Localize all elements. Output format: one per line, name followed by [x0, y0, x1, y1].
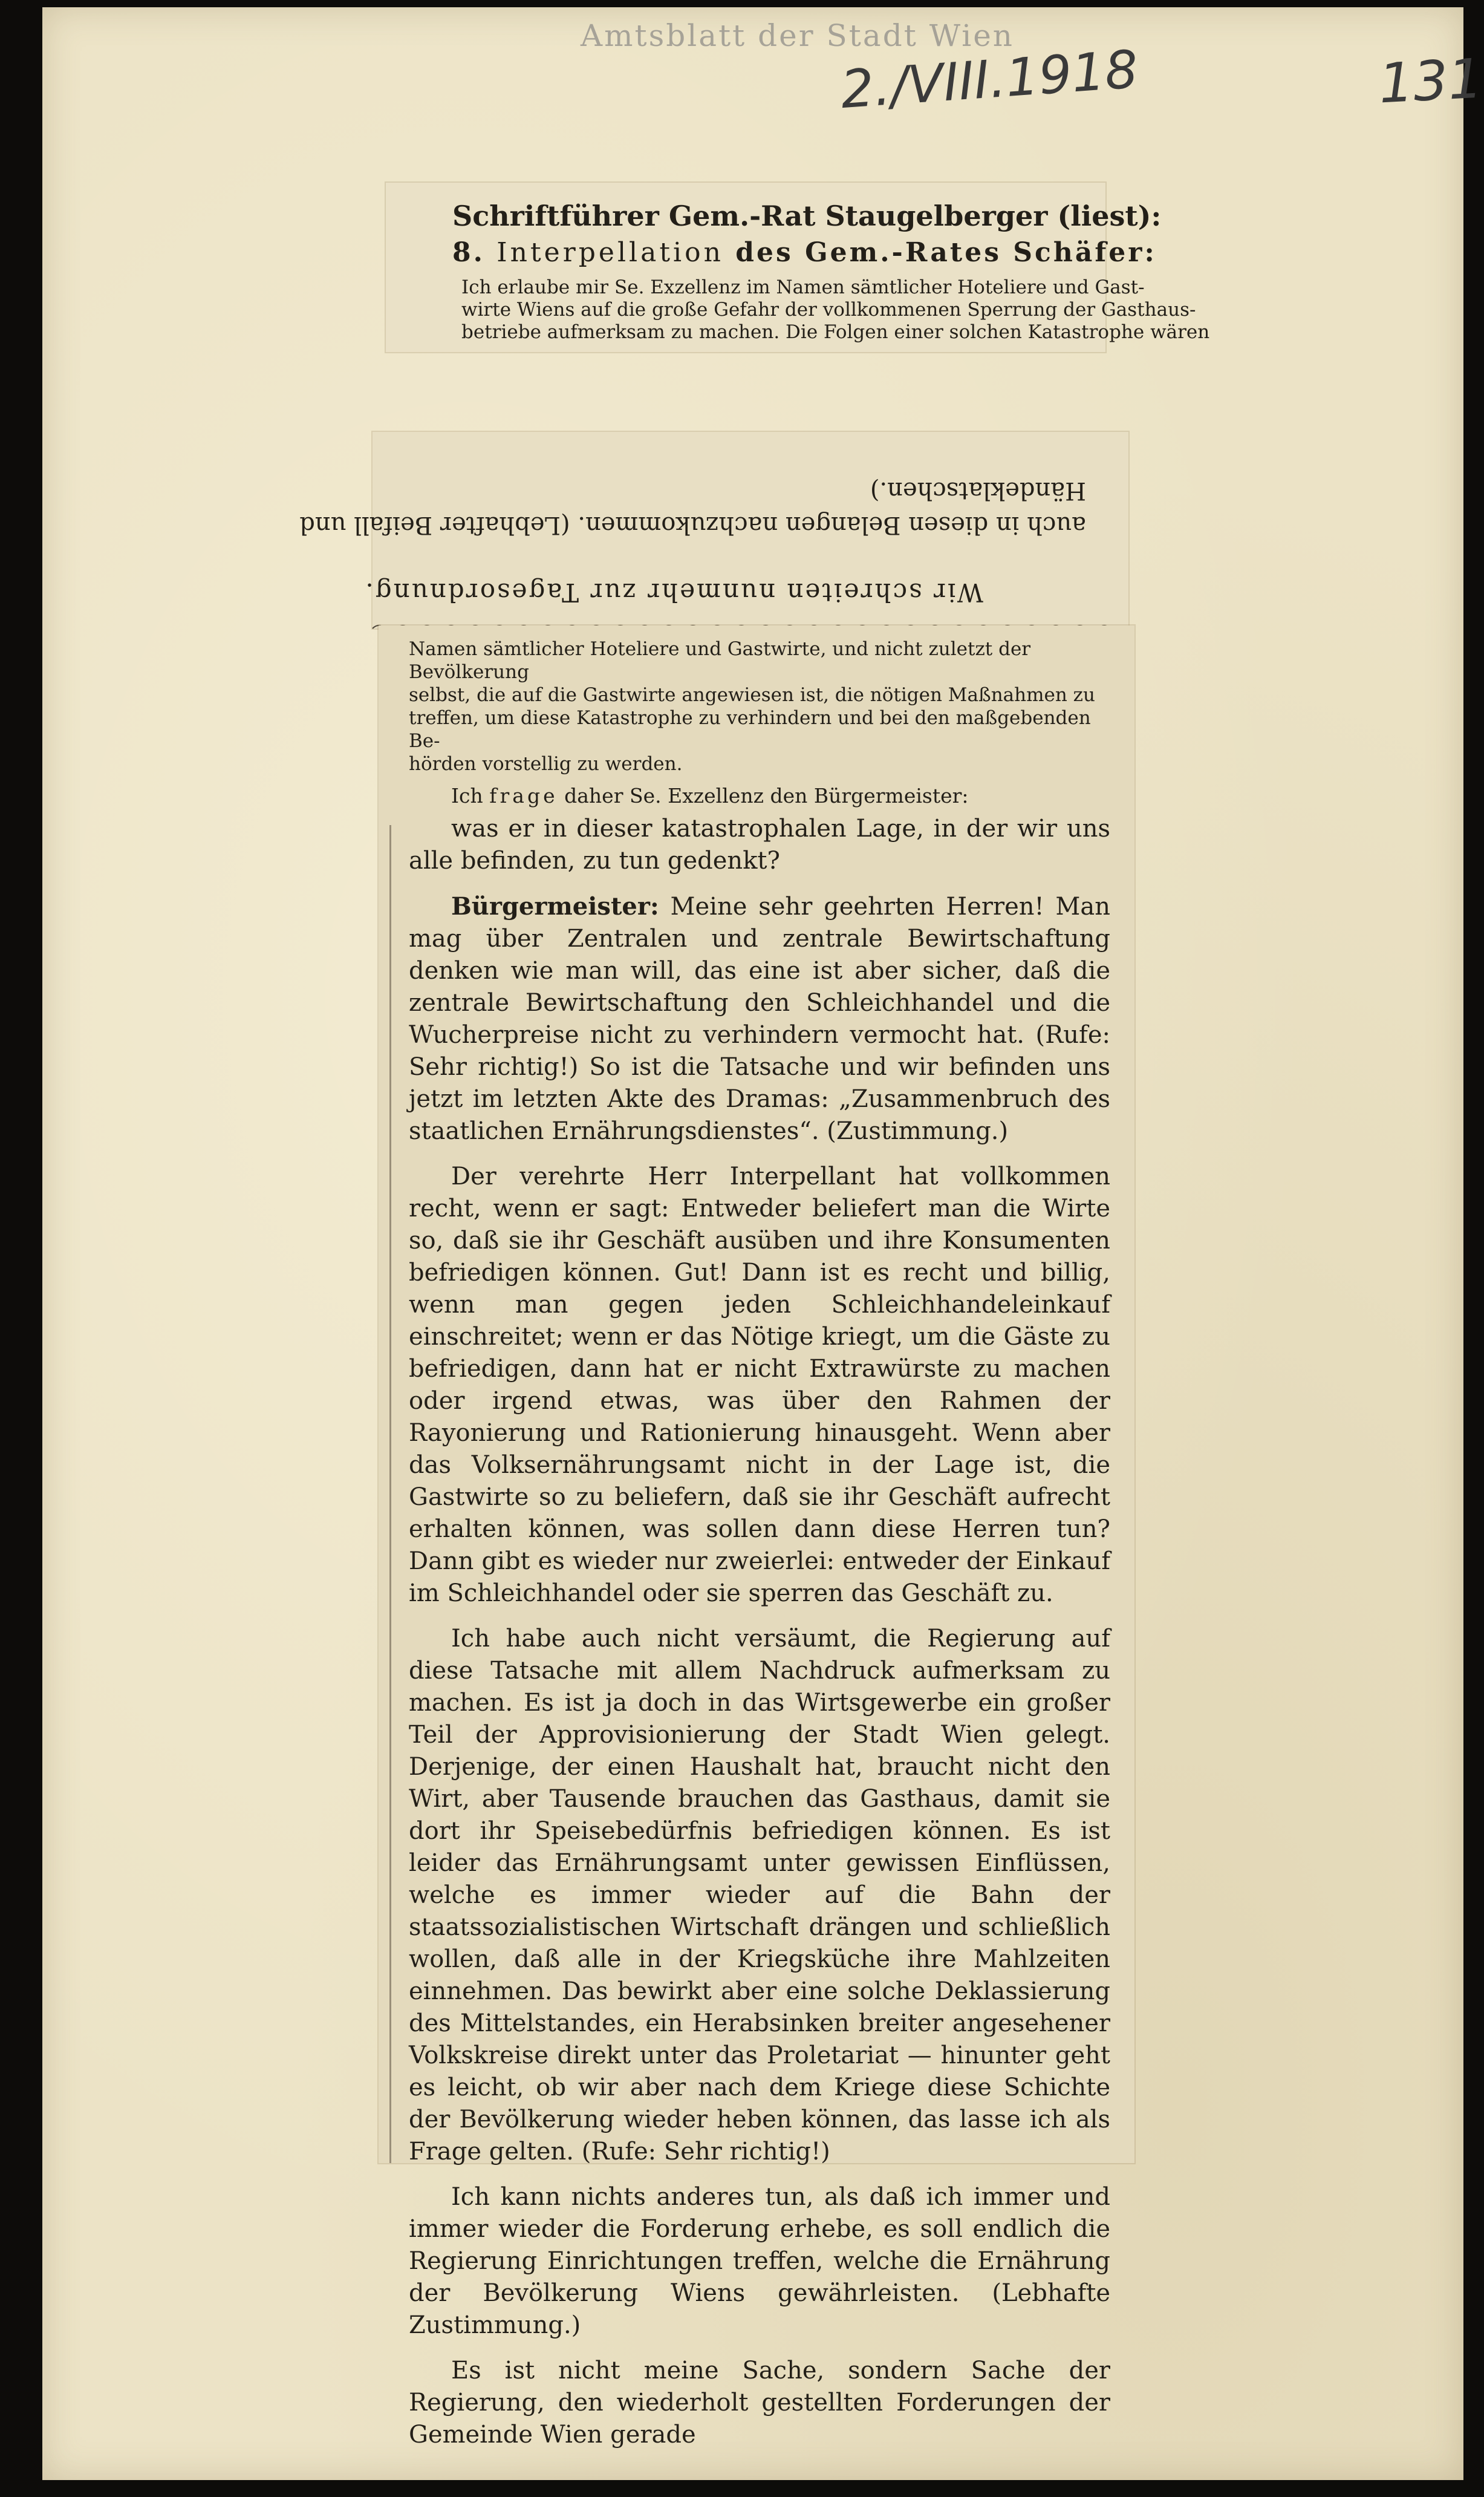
- speech-paragraph: Ich habe auch nicht versäumt, die Regierung auf diese Tatsache mit allem Nachdruck aufmerksam zu machen. Es ist ja doch in das Wirtsgewerbe ein großer Teil der Approvisionierung der Stadt Wien gelegt. Derjenige, der einen Haushalt hat, braucht nicht den Wirt, aber Tausende brauchen das Gasthaus, damit sie dort ihr Speisebedürfnis befriedigen können. Es ist leider das Ernährungsamt unter gewissen Einflüssen, welche es immer wieder auf die Bahn der staatssozialistischen Wirtschaft drängen und schließlich wollen, daß alle in der Kriegsküche ihre Mahlzeiten einnehmen. Das bewirkt aber eine solche Deklassierung des Mittelstandes, ein Herabsinken breiter angesehener Volkskreise direkt unter das Proletariat — hinunter geht es leicht, ob wir aber nach dem Kriege diese Schichte der Bevölkerung wieder heben können, das lasse ich als Frage gelten. (Rufe: Sehr richtig!): [409, 1625, 1110, 2166]
- question-text: was er in dieser katastrophalen Lage, in der wir uns alle befinden, zu tun gedenkt?: [409, 815, 1110, 875]
- speech-paragraph: Der verehrte Herr Interpellant hat vollkommen recht, wenn er sagt: Entweder beliefert man die Wirte so, daß sie ihr Geschäft ausüben und ihre Konsumenten befriedigen können. Gut! Dann ist es recht und billig, wenn man gegen jeden Schleichhandeleinkauf einschreitet; wenn er das Nötige kriegt, um die Gäste zu befriedigen, dann hat er nicht Extrawürste zu machen oder irgend etwas, was über den Rahmen der Rayonierung und Rationierung hinausgeht. Wenn aber das Volksernährungsamt nicht in der Lage ist, die Gastwirte so zu beliefern, daß sie ihr Geschäft aufrecht erhalten können, was sollen dann diese Herren tun? Dann gibt es wieder nur zweierlei: entweder der Einkauf im Schleichhandel oder sie sperren das Geschäft zu.: [409, 1163, 1110, 1607]
- intro-line: treffen, um diese Katastrophe zu verhindern und bei den maßgebenden Be-: [409, 707, 1091, 752]
- body-text: [409, 813, 1110, 2451]
- clipping-text-line: Händeklatschen.): [870, 477, 1086, 504]
- heading-number: 8.: [452, 237, 485, 268]
- frage-word: frage: [489, 784, 558, 808]
- clipping-text-line: betriebe aufmerksam zu machen. Die Folgen einer solchen Katastrophe wären: [461, 321, 1210, 343]
- heading-rest: des Gem.-Rates Schäfer:: [735, 237, 1157, 268]
- newspaper-clipping-main: [379, 625, 1134, 2449]
- archive-stamp: Amtsblatt der Stadt Wien: [581, 18, 1014, 53]
- speech-paragraph: Ich kann nichts anderes tun, als daß ich immer und immer wieder die Forderung erhebe, es soll endlich die Regierung Einrichtungen treffen, welche die Ernährung der Bevölkerung Wiens gewährleisten. (Lebhafte Zustimmung.): [409, 2183, 1110, 2339]
- intro-line: selbst, die auf die Gastwirte angewiesen ist, die nötigen Maßnahmen zu: [409, 684, 1095, 706]
- speech-paragraph: Es ist nicht meine Sache, sondern Sache der Regierung, den wiederholt gestellten Forderungen der Gemeinde Wien gerade: [409, 2357, 1110, 2449]
- handwritten-date: 2./VIII.1918: [839, 39, 1141, 121]
- heading-word: Interpellation: [496, 237, 724, 268]
- paragraph-text: Meine sehr geehrten Herren! Man mag über Zentralen und zentrale Bewirtschaftung denken wie man will, das eine ist aber sicher, daß die zentrale Bewirtschaftung den Schleichhandel und die Wucherpreise nicht zu verhindern vermocht hat. (Rufe: Sehr richtig!) So ist die Tatsache und wir befinden uns jetzt im letzten Akte des Dramas: „Zusammenbruch des staatlichen Ernährungsdienstes“. (Zustimmung.): [409, 893, 1110, 1145]
- clipping-text-line: wirte Wiens auf die große Gefahr der vollkommenen Sperrung der Gasthaus-: [461, 299, 1196, 321]
- speaker-name: Bürgermeister:: [451, 892, 659, 921]
- main-text-column: [409, 638, 1110, 2451]
- interpellation-heading: [386, 237, 1157, 268]
- archive-sheet: [42, 7, 1484, 2480]
- newspaper-clipping-header: [386, 183, 1210, 352]
- intro-line: Namen sämtlicher Hoteliere und Gastwirte, und nicht zuletzt der Bevölkerung: [409, 638, 1031, 683]
- intro-line: hörden vorstellig zu werden.: [409, 753, 683, 775]
- speech-paragraph: [409, 890, 1110, 1147]
- upside-down-clipping: [299, 432, 1128, 628]
- intro-paragraph: [409, 638, 1110, 775]
- frage-prefix: Ich: [451, 784, 483, 808]
- handwritten-page-number: 131: [1377, 47, 1484, 116]
- frage-rest: daher Se. Exzellenz den Bürgermeister:: [564, 784, 969, 808]
- clipping-text-line: Wir schreiten nunmehr zur Tagesordnung.: [363, 578, 983, 607]
- question-intro: [409, 784, 1110, 808]
- column-rule: [389, 825, 391, 2163]
- clipping-text-line: Ich erlaube mir Se. Exzellenz im Namen sämtlicher Hoteliere und Gast-: [461, 276, 1145, 298]
- clipping-speaker-line: Schriftführer Gem.-Rat Staugelberger (liest):: [452, 200, 1162, 232]
- clipping-text-line: auch in diesen Belangen nachzukommen. (Lebhafter Beifall und: [299, 511, 1086, 539]
- rotated-text-block: [299, 432, 1128, 628]
